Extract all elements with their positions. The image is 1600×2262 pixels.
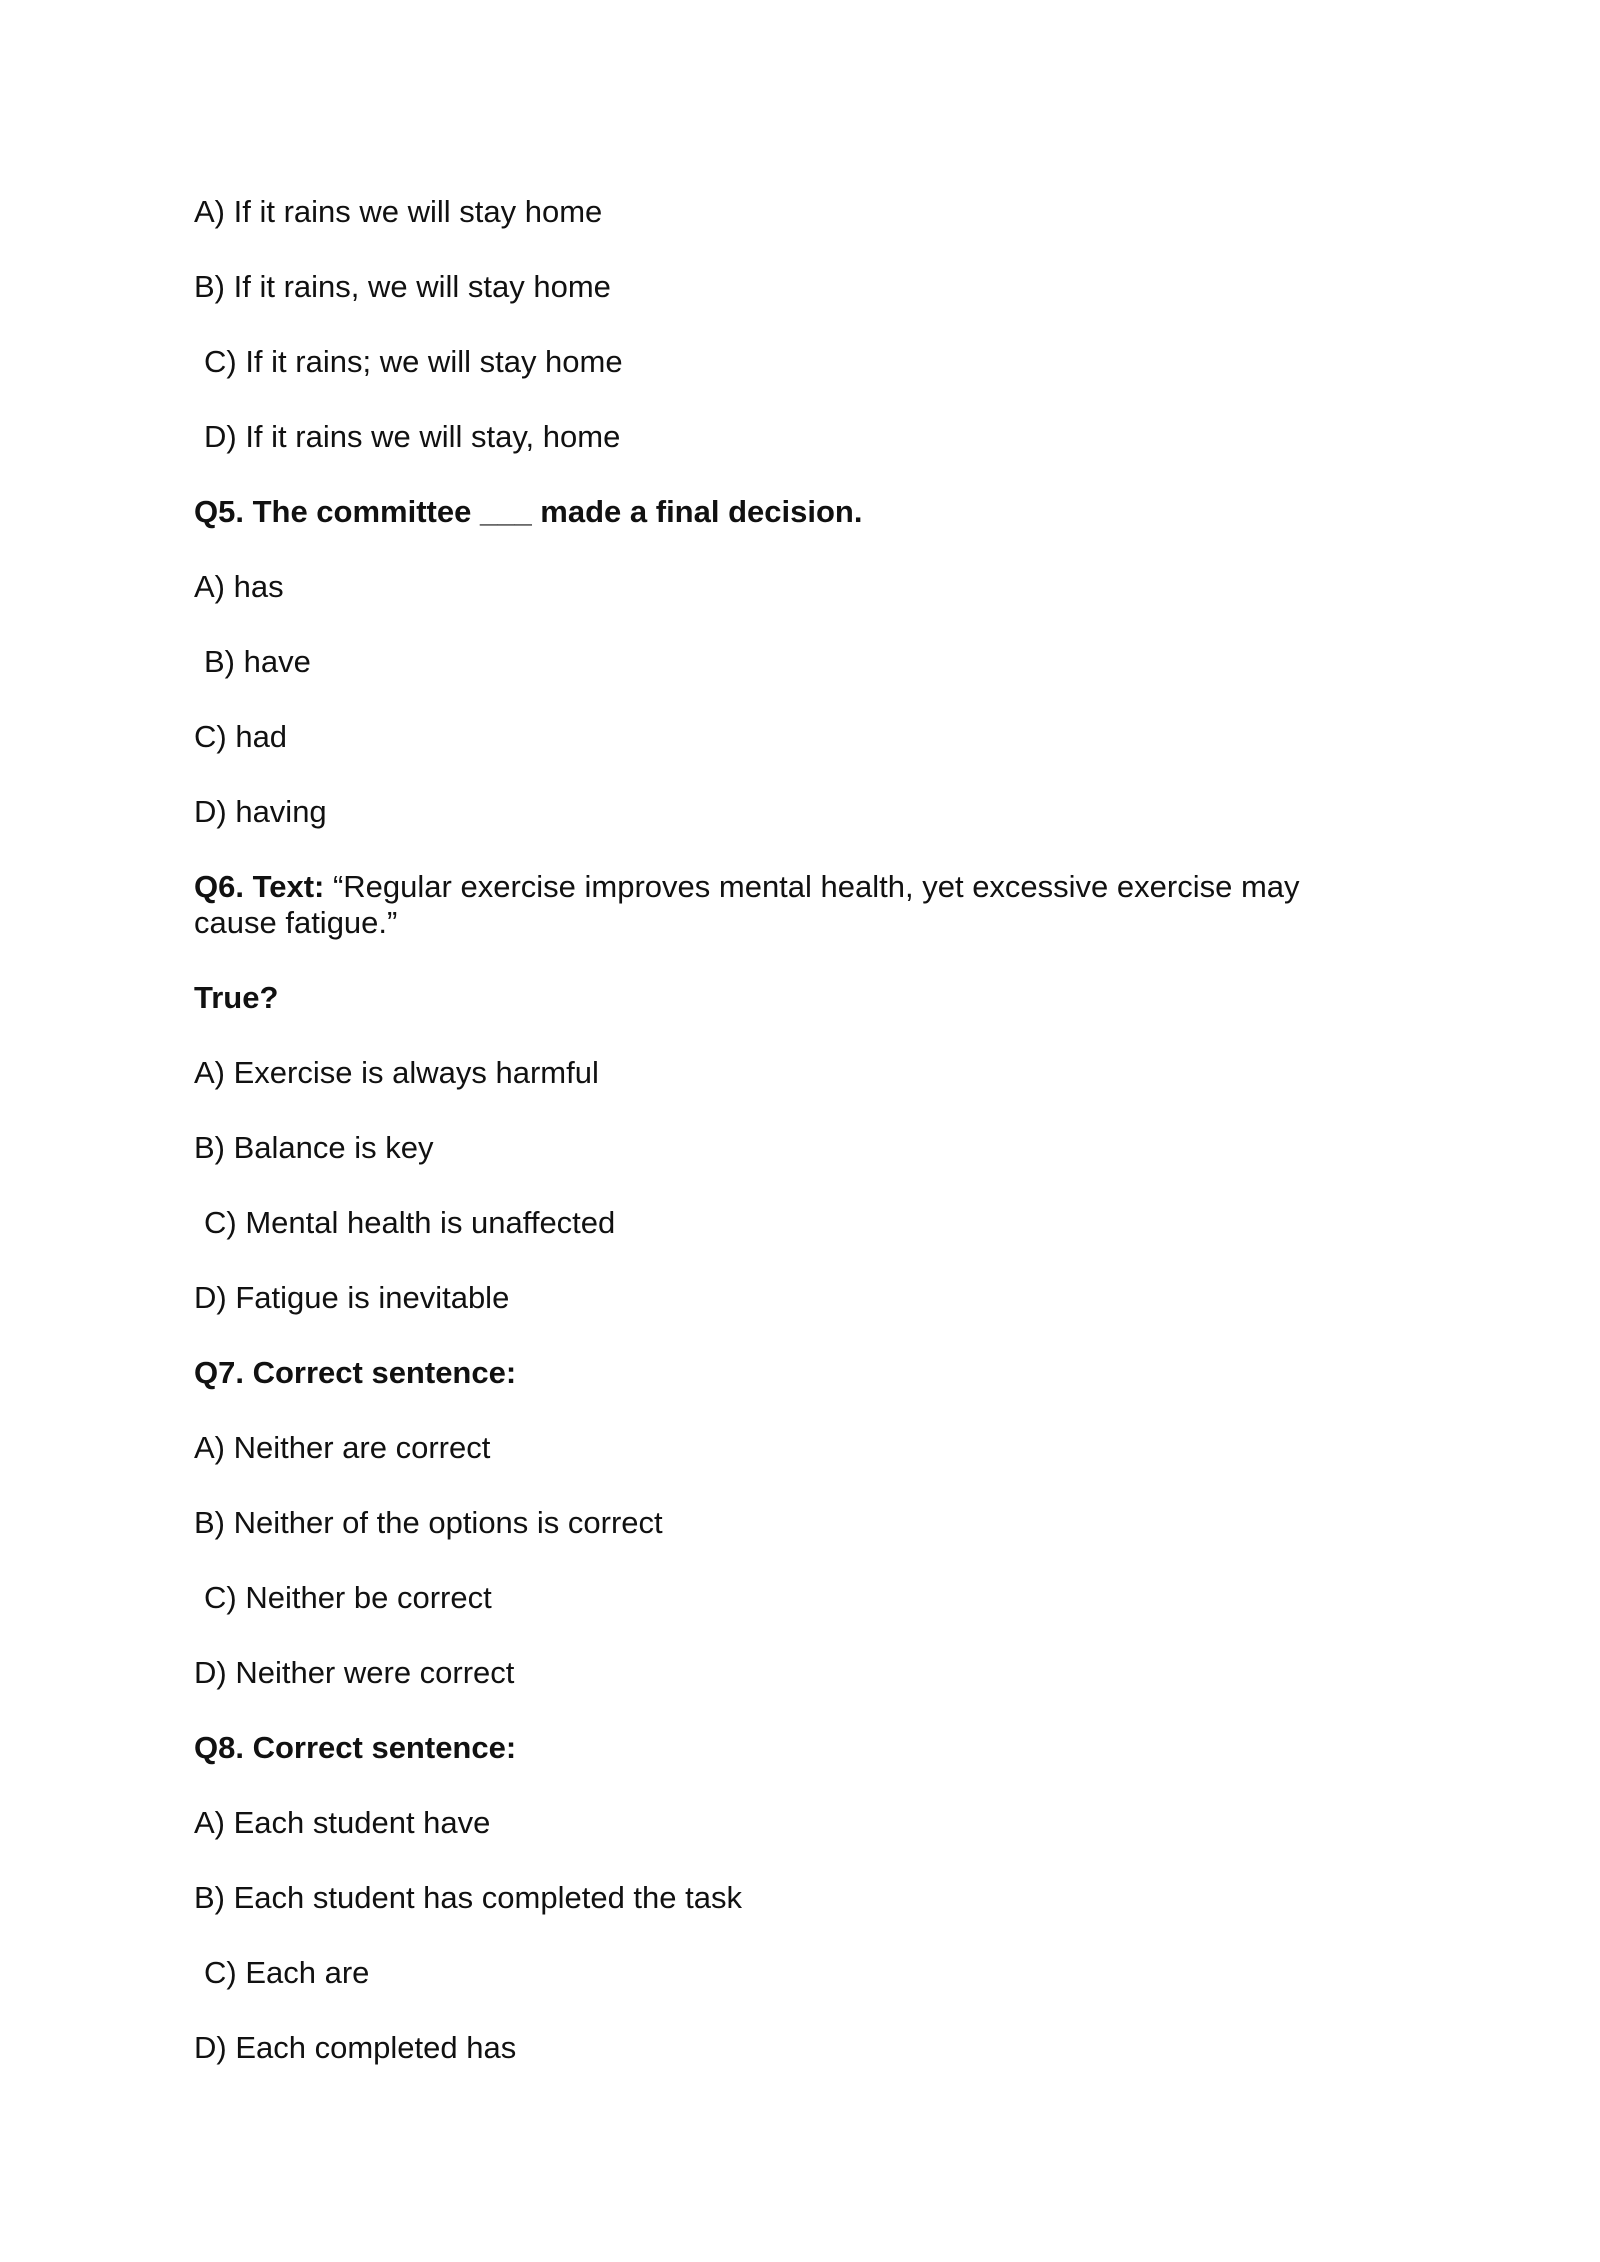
q6-option-d: D) Fatigue is inevitable [194, 1280, 510, 1315]
q5-option-a: A) has [194, 569, 284, 604]
q7-option-a: A) Neither are correct [194, 1430, 491, 1465]
q5-option-d: D) having [194, 794, 327, 829]
q6-question [194, 869, 1374, 941]
q7-option-b: B) Neither of the options is correct [194, 1505, 663, 1540]
q6-option-c: C) Mental health is unaffected [204, 1205, 616, 1240]
q6-passage: “Regular exercise improves mental health, yet excessive exercise may cause fatigue.” [194, 869, 1300, 940]
q6-option-b: B) Balance is key [194, 1130, 434, 1165]
q5-question: Q5. The committee ___ made a final decision. [194, 494, 863, 529]
q6-option-a: A) Exercise is always harmful [194, 1055, 599, 1090]
q8-question: Q8. Correct sentence: [194, 1730, 517, 1765]
q8-option-c: C) Each are [204, 1955, 370, 1990]
q8-option-d: D) Each completed has [194, 2030, 517, 2065]
q4-option-a: A) If it rains we will stay home [194, 194, 603, 229]
q6-prompt: True? [194, 980, 279, 1015]
q7-question: Q7. Correct sentence: [194, 1355, 517, 1390]
q4-option-d: D) If it rains we will stay, home [204, 419, 621, 454]
q8-option-a: A) Each student have [194, 1805, 491, 1840]
q4-option-c: C) If it rains; we will stay home [204, 344, 623, 379]
q6-label: Q6. Text: [194, 869, 325, 904]
q5-option-c: C) had [194, 719, 288, 754]
q7-option-d: D) Neither were correct [194, 1655, 515, 1690]
q4-option-b: B) If it rains, we will stay home [194, 269, 611, 304]
q5-option-b: B) have [204, 644, 311, 679]
q7-option-c: C) Neither be correct [204, 1580, 492, 1615]
q8-option-b: B) Each student has completed the task [194, 1880, 742, 1915]
